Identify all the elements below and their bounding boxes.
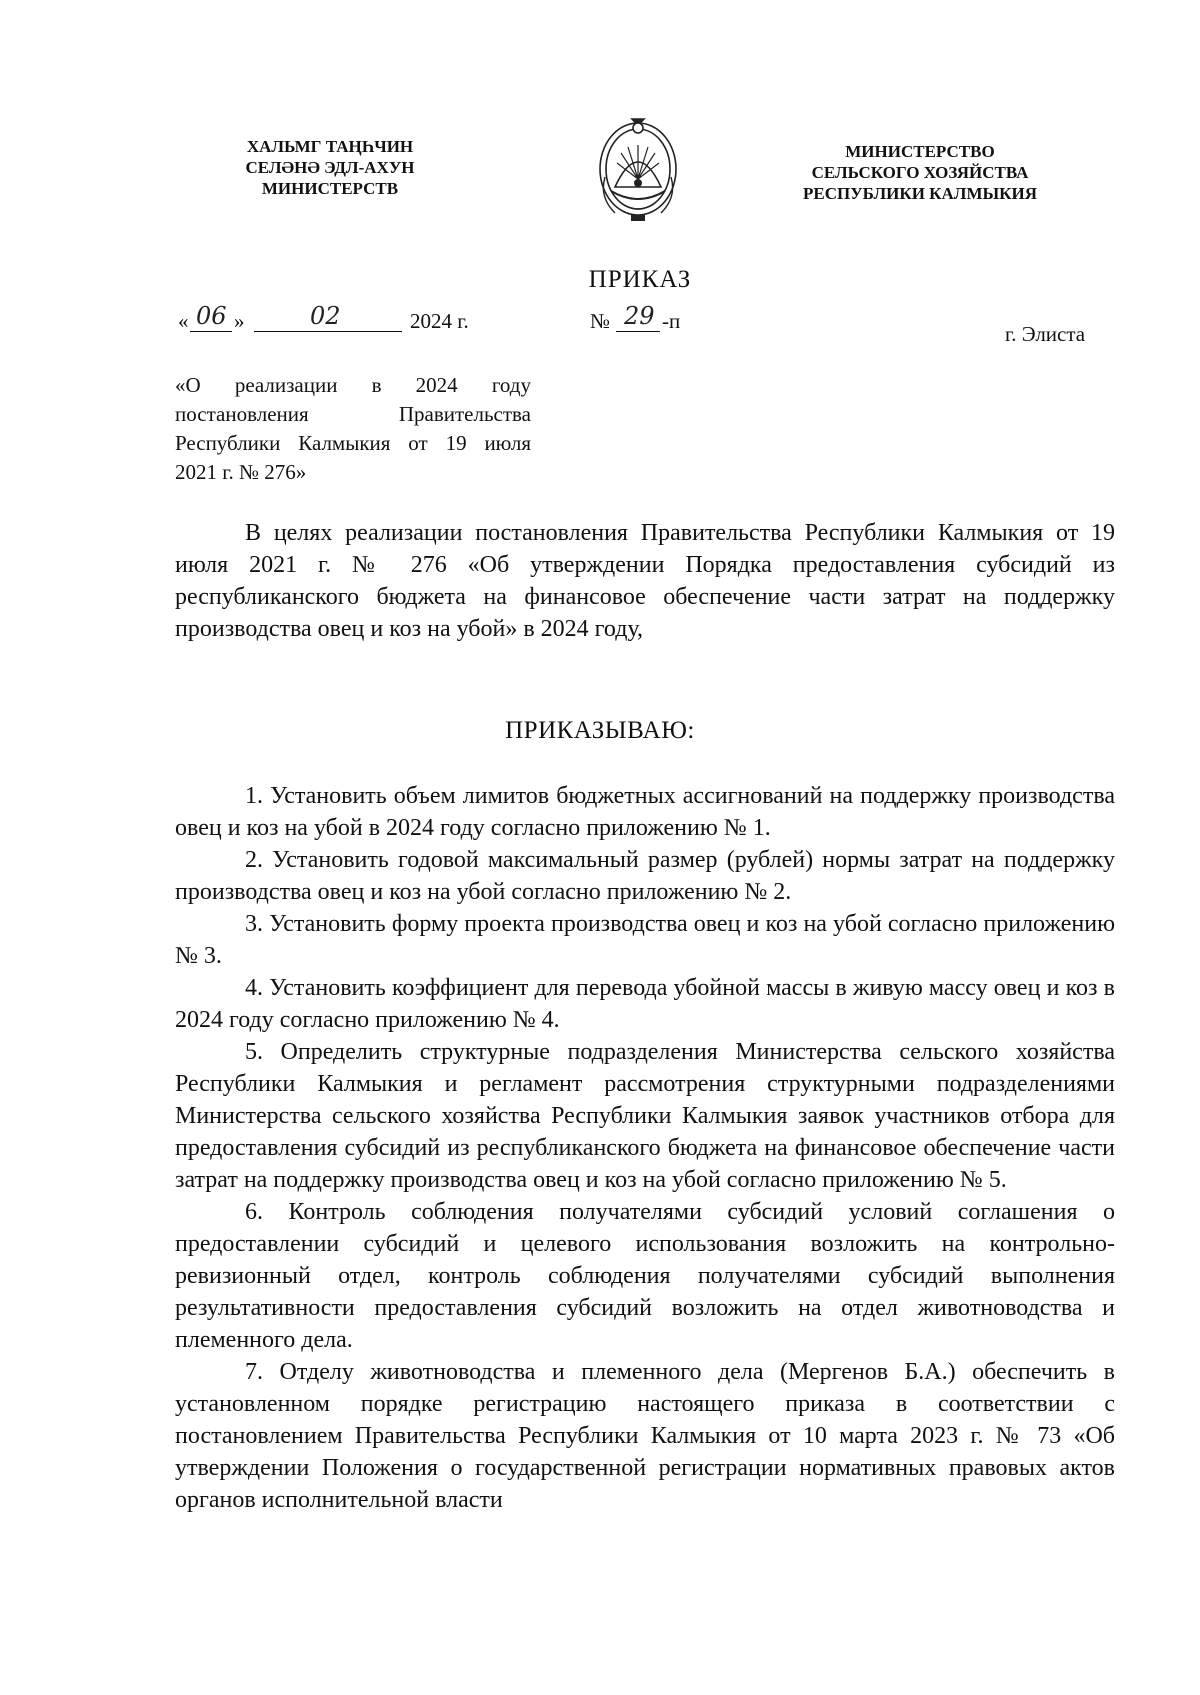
order-subject — [175, 371, 531, 487]
order-items — [175, 780, 1115, 1516]
preamble-paragraph: В целях реализации постановления Правительства Республики Калмыкия от 19 июля 2021 г. № 276 «Об утверждении Порядка предоставления субсидий из республиканского бюджета на финансовое обеспечение части затрат на поддержку производства овец и коз на убой» в 2024 году, — [175, 520, 1115, 642]
date-open-quote: « — [178, 309, 189, 333]
header-right-line: СЕЛЬСКОГО ХОЗЯЙСТВА — [811, 163, 1029, 182]
header-left-kalmyk — [230, 136, 430, 199]
header-left-line: ХАЛЬМГ ТАҢҺЧИН — [246, 137, 414, 156]
date-month-underline — [254, 331, 402, 332]
order-item: 2. Установить годовой максимальный размер (рублей) нормы затрат на поддержку производства овец и коз на убой согласно приложению № 2. — [175, 847, 1115, 905]
preamble — [175, 517, 1115, 645]
order-item: 6. Контроль соблюдения получателями субсидий условий соглашения о предоставлении субсидий и целевого использования возложить на контрольно-ревизионный отдел, контроль соблюдения получателями субсидий выполнения результативности предоставления субсидий возложить на отдел животноводства и племенного дела. — [175, 1199, 1115, 1353]
date-year: 2024 г. — [410, 309, 469, 333]
date-close-quote: » — [234, 309, 245, 333]
header-left-line: СЕЛӘНӘ ЭДЛ-АХУН — [245, 158, 415, 177]
order-number — [590, 300, 720, 340]
header-right-line: МИНИСТЕРСТВО — [845, 142, 995, 161]
subject-line: постановления Правительства — [175, 402, 531, 426]
header-left-line: МИНИСТЕРСТВ — [261, 179, 399, 198]
order-item: 1. Установить объем лимитов бюджетных ассигнований на поддержку производства овец и коз на убой в 2024 году согласно приложению № 1. — [175, 783, 1115, 841]
order-title: ПРИКАЗ — [588, 266, 692, 293]
order-item: 4. Установить коэффициент для перевода убойной массы в живую массу овец и коз в 2024 году согласно приложению № 4. — [175, 975, 1115, 1033]
subject-line: «О реализации в 2024 году — [175, 373, 531, 397]
order-item: 3. Установить форму проекта производства овец и коз на убой согласно приложению № 3. — [175, 911, 1115, 969]
date-month-handwritten: 02 — [310, 302, 341, 330]
order-item: 7. Отделу животноводства и племенного дела (Мергенов Б.А.) обеспечить в установленном порядке регистрацию настоящего приказа в соответствии с постановлением Правительства Республики Калмыкия от 10 марта 2023 г. № 73 «Об утверждении Положения о государственной регистрации нормативных правовых актов органов исполнительной власти — [175, 1359, 1115, 1513]
date-day-underline — [190, 331, 232, 332]
number-underline — [616, 331, 660, 332]
subject-line: 2021 г. № 276» — [175, 460, 307, 484]
subject-line: Республики Калмыкия от 19 июля — [175, 431, 531, 455]
number-handwritten: 29 — [624, 302, 655, 330]
header-right-line: РЕСПУБЛИКИ КАЛМЫКИЯ — [802, 184, 1038, 203]
order-item: 5. Определить структурные подразделения Министерства сельского хозяйства Республики Калмыкия и регламент рассмотрения структурными подразделениями Министерства сельского хозяйства Республики Калмыкия заявок участников отбора для предоставления субсидий из республиканского бюджета на финансовое обеспечение части затрат на поддержку производства овец и коз на убой согласно приложению № 5. — [175, 1039, 1115, 1193]
number-prefix: № — [590, 309, 611, 333]
date-day-handwritten: 06 — [196, 302, 227, 330]
header-right-russian — [770, 141, 1070, 204]
coat-of-arms-icon — [593, 117, 683, 227]
order-city: г. Элиста — [1005, 322, 1086, 346]
number-suffix: -п — [662, 309, 681, 333]
orders-heading: ПРИКАЗЫВАЮ: — [505, 717, 695, 744]
order-date — [178, 300, 518, 340]
